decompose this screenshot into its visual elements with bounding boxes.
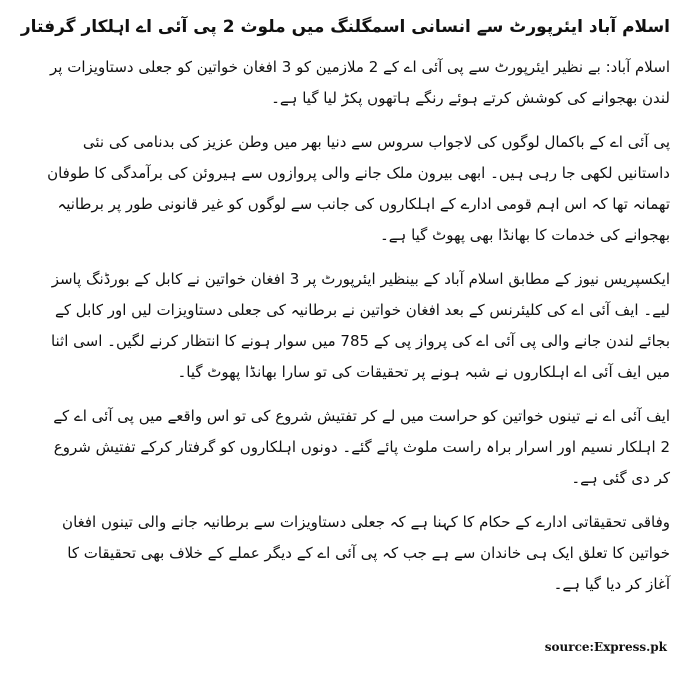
article-paragraph: وفاقی تحقیقاتی ادارے کے حکام کا کہنا ہے کہ جعلی دستاویزات سے برطانیہ جانے والی تینوں افغان خواتین کا تعلق ایک ہی خاندان سے ہے جب کہ پی آئی اے کے دیگر عملے کے خلاف بھی تحقیقات کا آغاز کر دیا گیا ہے۔ xyxy=(62,513,670,593)
source-credit: source:Express.pk xyxy=(544,640,667,654)
article-paragraph: اسلام آباد: بے نظیر ایئرپورٹ سے پی آئی اے کے 2 ملازمین کو 3 افغان خواتین کو جعلی دستاویزات پر لندن بھجوانے کی کوشش کرتے ہوئے رنگے ہاتھوں پکڑ لیا گیا ہے۔ xyxy=(50,58,670,107)
article-paragraph: پی آئی اے کے باکمال لوگوں کی لاجواب سروس سے دنیا بھر میں وطن عزیز کی بدنامی کی نئی داستانیں لکھی جا رہی ہیں۔ ابھی بیرون ملک جانے والی پروازوں سے ہیروئن کی برآمدگی کا طوفان تھمانہ تھا کہ اس اہم قومی ادارے کے اہلکاروں کی جانب سے لوگوں کو غیر قانونی طور پر برطانیہ بھجوانے کی خدمات کا بھانڈا بھی پھوٹ گیا ہے۔ xyxy=(47,133,670,244)
article xyxy=(20,12,670,613)
article-paragraph: ایکسپریس نیوز کے مطابق اسلام آباد کے بینظیر ایئرپورٹ پر 3 افغان خواتین نے کابل کے بورڈنگ پاسز لیے۔ ایف آئی اے کی کلیئرنس کے بعد افغان خواتین نے برطانیہ کی جعلی دستاویزات لیں اور کابل کے بجائے لندن جانے والی پی آئی اے کی پرواز پی کے 785 میں سوار ہونے کا انتظار کرنے لگیں۔ اسی اثنا میں ایف آئی اے اہلکاروں نے شبہ ہونے پر تحقیقات کی تو سارا بھانڈا پھوٹ گیا۔ xyxy=(50,270,670,381)
article-paragraph: ایف آئی اے نے تینوں خواتین کو حراست میں لے کر تفتیش شروع کی تو اس واقعے میں پی آئی اے کے 2 اہلکار نسیم اور اسرار براہ راست ملوث پائے گئے۔ دونوں اہلکاروں کو گرفتار کرکے تفتیش شروع کر دی گئی ہے۔ xyxy=(53,407,670,487)
article-headline: اسلام آباد ایئرپورٹ سے انسانی اسمگلنگ میں ملوث 2 پی آئی اے اہلکار گرفتار xyxy=(20,17,670,37)
